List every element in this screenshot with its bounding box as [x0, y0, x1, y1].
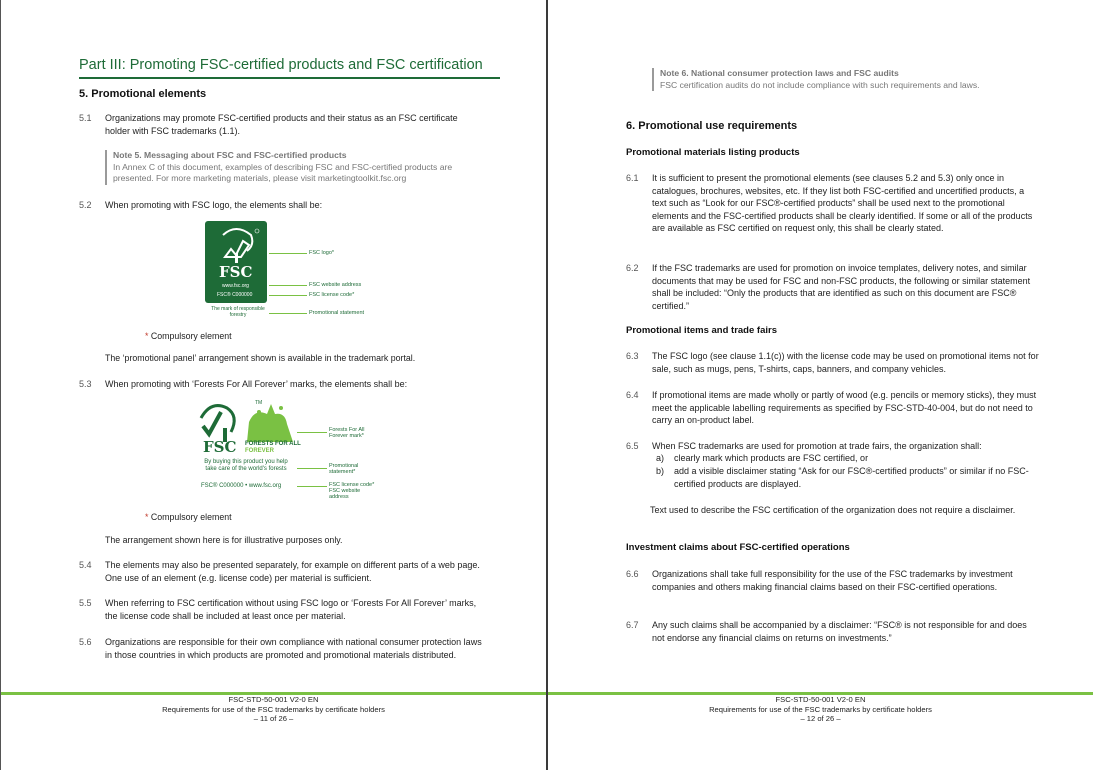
sub-item-label: b) — [656, 466, 665, 476]
callout-line — [269, 295, 307, 296]
note-text: In Annex C of this document, examples of describing FSC and FSC-certified products are presented. For more marketing materials, please visit marketingtoolkit.fsc.org — [113, 161, 453, 183]
clause-text: Organizations may promote FSC-certified products and their status as an FSC certificate holder with FSC trademarks (1.1). — [105, 113, 458, 136]
clause-text: If promotional items are made wholly or partly of wood (e.g. pencils or memory sticks), they must meet the applicable labelling requirements as specified by FSC-STD-40-004, but do not need to carry an on-product label. — [652, 390, 1037, 426]
page-footer — [548, 695, 1093, 724]
label-promo-statement: Promotional statement* — [329, 463, 359, 475]
ffaf-line-2: FOREVER — [245, 448, 275, 454]
part-title-rule — [79, 77, 500, 79]
page-footer — [1, 695, 546, 724]
clause-text: When referring to FSC certification without using FSC logo or ‘Forests For All Forever’ marks, the license code shall be included at least once per material. — [105, 598, 477, 621]
note-title: Note 5. Messaging about FSC and FSC-certified products — [113, 150, 347, 160]
clause-number: 5.2 — [79, 200, 92, 210]
trade-fair-note — [650, 504, 1030, 530]
clause-number: 6.5 — [626, 441, 639, 451]
illustrative-note: The arrangement shown here is for illustrative purposes only. — [105, 535, 343, 545]
sub-item-text: add a visible disclaimer stating “Ask for our FSC®-certified products” or similar if no FSC-certified products are displayed. — [674, 466, 1029, 489]
sub-item-text: clearly mark which products are FSC certified, or — [674, 453, 869, 463]
label-license-code: FSC license code* — [309, 292, 355, 298]
fsc-logo-word: FSC — [219, 263, 253, 281]
clause-number: 6.2 — [626, 263, 639, 273]
part-title: Part III: Promoting FSC-certified products and FSC certification — [79, 57, 483, 73]
page-12 — [548, 0, 1093, 770]
clause-text: When FSC trademarks are used for promotion at trade fairs, the organization shall: — [652, 441, 982, 451]
compulsory-note-1 — [145, 331, 232, 341]
clause-5-3 — [79, 378, 499, 391]
clause-number: 6.6 — [626, 569, 639, 579]
callout-line — [269, 313, 307, 314]
section-5-title: 5. Promotional elements — [79, 88, 207, 100]
clause-text: If the FSC trademarks are used for promotion on invoice templates, delivery notes, and similar documents that may be used for FSC and non-FSC products, the following or similar statement shall be included: “Only the products that are identified as such on this document are FSC® certified.” — [652, 263, 1031, 311]
clause-6-2 — [626, 262, 1046, 314]
ffaf-statement: By buying this product you help take care of the world's forests — [204, 459, 288, 472]
label-website: FSC website address — [309, 282, 362, 288]
sub-item-label: a) — [656, 453, 665, 463]
compulsory-note-2 — [145, 512, 232, 522]
footer-title: Requirements for use of the FSC trademarks by certificate holders — [162, 704, 385, 714]
page-number: – 12 of 26 – — [800, 714, 841, 724]
asterisk: * — [145, 331, 149, 341]
callout-line — [269, 285, 307, 286]
clause-number: 6.7 — [626, 620, 639, 630]
subhead-investment: Investment claims about FSC-certified operations — [626, 542, 850, 553]
clause-number: 5.1 — [79, 113, 92, 123]
clause-number: 6.4 — [626, 390, 639, 400]
fsc-tagline: The mark of responsible forestry — [211, 306, 265, 318]
note-text: Text used to describe the FSC certification of the organization does not require a disclaimer. — [650, 505, 1016, 515]
clause-text: When promoting with FSC logo, the elements shall be: — [105, 200, 323, 210]
clause-text: The elements may also be presented separately, for example on different parts of a web page. One use of an element (e.g. license code) per material is sufficient. — [105, 560, 480, 583]
clause-6-4 — [626, 389, 1046, 427]
sub-item-a — [652, 452, 1042, 465]
fsc-logo-box — [205, 221, 267, 303]
clause-5-5 — [79, 597, 499, 623]
note-5 — [105, 150, 493, 185]
clause-number: 6.3 — [626, 351, 639, 361]
section-6-title: 6. Promotional use requirements — [626, 120, 798, 132]
compulsory-label: Compulsory element — [150, 512, 232, 522]
note-6 — [652, 68, 1040, 91]
clause-6-1 — [626, 172, 1046, 248]
clause-6-7 — [626, 619, 1046, 645]
clause-number: 5.5 — [79, 598, 92, 608]
clause-text: It is sufficient to present the promotional elements (see clauses 5.2 and 5.3) only once in catalogues, brochures, websites, etc. If they list both FSC-certified and uncertified products, a text such as “Look for our FSC®-certified products” shall be used next to the promotional elements and the FSC-certified products shall be clearly identified. If some or all of the products are available as FSC certified on request only, this shall be clearly stated. — [652, 173, 1033, 234]
callout-line — [297, 432, 327, 433]
clause-6-3 — [626, 350, 1046, 376]
compulsory-label: Compulsory element — [150, 331, 232, 341]
note-text: FSC certification audits do not include compliance with such requirements and laws. — [660, 79, 980, 90]
fsc-code: FSC® C000000 — [217, 292, 253, 298]
callout-line — [269, 253, 307, 254]
label-fsc-logo: FSC logo* — [309, 250, 335, 256]
clause-number: 5.4 — [79, 560, 92, 570]
fsc-word: FSC — [203, 438, 237, 456]
clause-text: Organizations are responsible for their own compliance with national consumer protection laws in those countries in which products are promoted and promotional materials distributed. — [105, 637, 482, 660]
page-number: – 11 of 26 – — [253, 714, 294, 724]
clause-5-6 — [79, 636, 499, 674]
panel-note: The ‘promotional panel’ arrangement shown is available in the trademark portal. — [105, 353, 416, 363]
clause-text: Organizations shall take full responsibility for the use of the FSC trademarks by investment companies and others making financial claims based on their FSC-certified operations. — [652, 569, 1013, 592]
asterisk: * — [145, 512, 149, 522]
ffaf-line-1: FORESTS FOR ALL — [245, 441, 301, 447]
tree-checkmark-icon — [205, 221, 267, 303]
clause-number: 5.6 — [79, 637, 92, 647]
label-promo-statement: Promotional statement — [309, 310, 365, 316]
tm-mark: TM — [255, 400, 263, 406]
clause-6-6 — [626, 568, 1046, 606]
ffaf-code-site: FSC® C000000 • www.fsc.org — [201, 483, 282, 489]
label-ffaf-mark: Forests For All Forever mark* — [329, 427, 365, 439]
clause-5-1 — [79, 112, 499, 138]
clause-text: Any such claims shall be accompanied by a disclaimer: “FSC® is not responsible for and does not endorse any financial claims on returns on investments.” — [652, 620, 1027, 643]
clause-text: When promoting with ‘Forests For All Forever’ marks, the elements shall be: — [105, 379, 408, 389]
clause-number: 5.3 — [79, 379, 92, 389]
footer-standard: FSC-STD-50-001 V2-0 EN — [228, 695, 319, 704]
footer-title: Requirements for use of the FSC trademarks by certificate holders — [709, 704, 932, 714]
clause-5-4 — [79, 559, 499, 585]
callout-line — [297, 468, 327, 469]
fsc-site: www.fsc.org — [222, 283, 249, 289]
clause-5-2 — [79, 199, 499, 212]
page-11 — [1, 0, 546, 770]
subhead-listing: Promotional materials listing products — [626, 147, 800, 158]
ffaf-mark-figure — [197, 398, 387, 502]
fsc-logo-panel-figure — [205, 221, 375, 321]
callout-line — [297, 486, 327, 487]
clause-text: The FSC logo (see clause 1.1(c)) with the license code may be used on promotional items not for sale, such as mugs, pens, T-shirts, caps, banners, and company vehicles. — [652, 351, 1039, 374]
note-title: Note 6. National consumer protection laws and FSC audits — [660, 68, 899, 78]
footer-standard: FSC-STD-50-001 V2-0 EN — [775, 695, 866, 704]
subhead-items: Promotional items and trade fairs — [626, 325, 777, 336]
sub-item-b — [652, 465, 1042, 491]
clause-number: 6.1 — [626, 173, 639, 183]
label-license-website: FSC license code* FSC website address — [329, 482, 375, 500]
